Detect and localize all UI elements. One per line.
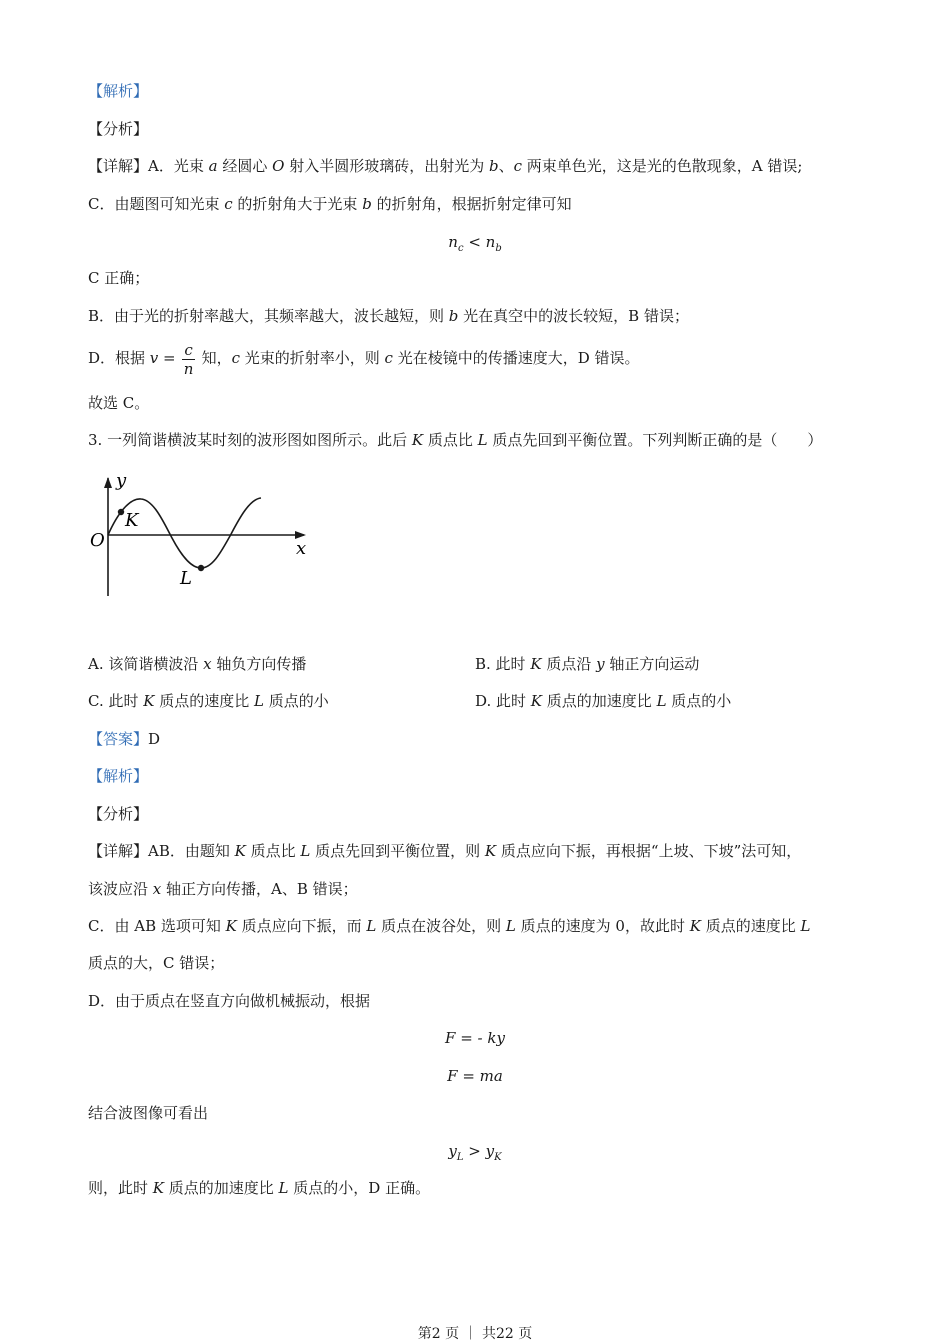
text: 质点应向下振，再根据“上坡、下坡”法可知， — [496, 842, 802, 860]
var-y: y — [596, 655, 605, 673]
text: 质点的加速度比 — [164, 1179, 279, 1197]
question-3 — [88, 430, 822, 450]
var-l: L — [656, 692, 667, 710]
numerator: c — [184, 340, 193, 359]
text: C．由题图可知光束 — [88, 195, 225, 213]
var-l: L — [254, 692, 264, 710]
text: 两束单色光，这是光的色散现象，A 错误; — [522, 157, 803, 175]
text: 质点沿 — [541, 655, 597, 673]
text: 、 — [498, 157, 514, 175]
label-k: K — [125, 510, 139, 531]
text: B．由于光的折射率越大，其频率越大，波长越短，则 — [88, 307, 449, 325]
var-v: v — [149, 349, 159, 367]
formula-displacement — [0, 1141, 950, 1168]
text: 质点先回到平衡位置，则 — [310, 842, 485, 860]
sub-l: L — [456, 1152, 464, 1163]
var-l: L — [300, 842, 311, 860]
text: A. 该简谐横波沿 — [88, 655, 204, 673]
label-x: x — [296, 538, 307, 559]
answer-line — [88, 729, 160, 749]
var-y: y — [485, 1142, 495, 1160]
point-k — [118, 509, 124, 515]
conclusion-line — [88, 1178, 430, 1198]
var-k: K — [530, 655, 542, 673]
choose-c: 故选 C。 — [88, 394, 150, 412]
var-n: n — [448, 233, 458, 251]
text: 光束的折射率小，则 — [239, 349, 385, 367]
var-k: K — [411, 431, 424, 449]
breakdown-heading-1: 【分析】 — [88, 120, 149, 138]
answer-tag: 【答案】 — [88, 730, 149, 748]
sub-b: b — [495, 243, 502, 254]
formula-refraction — [0, 232, 950, 259]
label-l: L — [180, 568, 192, 589]
text: 质点先回到平衡位置。下列判断正确的是（ ） — [487, 431, 823, 449]
text: 经圆心 — [217, 157, 273, 175]
detail-tag: 【详解】 — [88, 157, 149, 175]
var-l: L — [800, 917, 811, 935]
text: 质点比 — [245, 842, 301, 860]
equals: = — [158, 349, 181, 367]
var-k: K — [143, 692, 155, 710]
detail-line-ab-cont — [88, 879, 358, 899]
sub-c: c — [457, 243, 464, 254]
var-c: c — [384, 349, 393, 367]
var-k: K — [152, 1179, 164, 1197]
analysis-heading-2: 【解析】 — [88, 767, 149, 785]
text: D．根据 — [88, 349, 150, 367]
var-o: O — [272, 157, 285, 175]
var-y: y — [448, 1142, 457, 1160]
var-l: L — [477, 431, 488, 449]
text: 该波应沿 — [88, 880, 153, 898]
text: C．由 AB 选项可知 — [88, 917, 226, 935]
wave-figure — [82, 468, 322, 598]
c-correct: C 正确； — [88, 269, 150, 287]
detail-line-b — [88, 306, 689, 326]
option-c[interactable] — [88, 691, 329, 711]
detail-line-c2-cont: 质点的大，C 错误； — [88, 954, 225, 972]
var-k: K — [234, 842, 246, 860]
var-k: K — [689, 917, 701, 935]
sub-k: K — [494, 1152, 502, 1163]
var-l: L — [366, 917, 377, 935]
text: 光在棱镜中的传播速度大，D 错误。 — [392, 349, 640, 367]
detail-line-c2 — [88, 916, 810, 936]
greater-than: > — [463, 1142, 486, 1160]
denominator: n — [183, 359, 194, 378]
text: 的折射角大于光束 — [232, 195, 363, 213]
text: 轴负方向传播 — [211, 655, 307, 673]
text: B. 此时 — [475, 655, 531, 673]
text: 轴正方向运动 — [604, 655, 700, 673]
var-c: c — [513, 157, 523, 175]
combine-line: 结合波图像可看出 — [88, 1104, 209, 1122]
var-n: n — [485, 233, 496, 251]
text: 质点在波谷处，则 — [376, 917, 506, 935]
y-axis-arrow — [104, 477, 112, 488]
fraction-c-over-n — [182, 341, 194, 378]
text: 射入半圆形玻璃砖，出射光为 — [284, 157, 489, 175]
text: A．光束 — [148, 157, 209, 175]
var-b: b — [488, 157, 499, 175]
text: 质点的小 — [666, 692, 732, 710]
var-c: c — [231, 349, 240, 367]
text: 轴正方向传播，A、B 错误； — [161, 880, 358, 898]
text: 质点的加速度比 — [542, 692, 657, 710]
formula-newton: F = ma — [447, 1067, 503, 1085]
text: 质点的小，D 正确。 — [288, 1179, 431, 1197]
text: 质点的小 — [263, 692, 329, 710]
var-k: K — [530, 692, 543, 710]
var-c: c — [224, 195, 233, 213]
text: AB．由题知 — [148, 842, 235, 860]
detail-line-a — [88, 156, 802, 176]
text: 质点应向下振，而 — [236, 917, 367, 935]
less-than: < — [463, 233, 486, 251]
var-l: L — [505, 917, 516, 935]
text: 3. 一列简谐横波某时刻的波形图如图所示。此后 — [88, 431, 412, 449]
point-l — [198, 565, 204, 571]
detail-line-d — [88, 340, 640, 378]
text: 光在真空中的波长较短，B 错误； — [458, 307, 689, 325]
var-k: K — [225, 917, 237, 935]
text: 质点的速度比 — [154, 692, 255, 710]
detail-line-c — [88, 194, 572, 214]
detail-tag: 【详解】 — [88, 842, 149, 860]
var-x: x — [203, 655, 212, 673]
analysis-heading-1: 【解析】 — [88, 82, 149, 100]
detail-line-d2: D．由于质点在竖直方向做机械振动，根据 — [88, 992, 371, 1010]
text: 质点的速度比 — [700, 917, 801, 935]
page-footer: 第2 页 ｜ 共22 页 — [417, 1326, 533, 1342]
text: 则，此时 — [88, 1179, 153, 1197]
var-b: b — [448, 307, 459, 325]
detail-line-ab — [88, 841, 801, 861]
text: 知， — [196, 349, 232, 367]
option-a[interactable] — [88, 654, 306, 674]
label-origin: O — [90, 530, 105, 551]
option-b[interactable] — [475, 654, 699, 674]
var-b: b — [362, 195, 372, 213]
text: C. 此时 — [88, 692, 144, 710]
answer-value: D — [148, 730, 161, 748]
var-x: x — [152, 880, 162, 898]
text: 质点比 — [423, 431, 478, 449]
text: 质点的速度为 0，故此时 — [515, 917, 690, 935]
text: D. 此时 — [475, 692, 531, 710]
breakdown-heading-2: 【分析】 — [88, 805, 149, 823]
formula-hooke: F = - ky — [445, 1029, 505, 1047]
var-l: L — [278, 1179, 289, 1197]
var-k: K — [484, 842, 497, 860]
option-d[interactable] — [475, 691, 731, 711]
label-y: y — [116, 470, 127, 491]
wave-curve — [108, 498, 261, 568]
text: 的折射角，根据折射定律可知 — [371, 195, 572, 213]
var-a: a — [208, 157, 218, 175]
